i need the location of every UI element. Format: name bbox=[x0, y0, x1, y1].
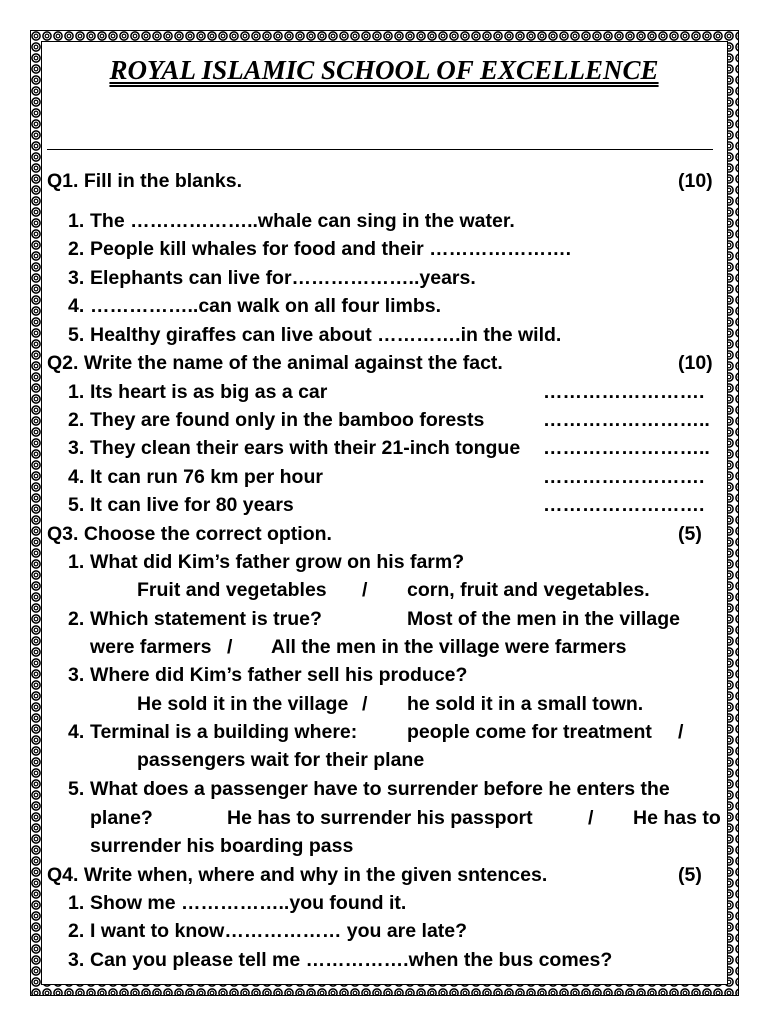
option-b: he sold it in a small town. bbox=[407, 693, 644, 715]
q1-heading bbox=[0, 167, 768, 195]
marks-label: (10) bbox=[678, 352, 713, 374]
answer-blank: ……………………. bbox=[543, 381, 705, 403]
item-text: ……………..can walk on all four limbs. bbox=[90, 295, 442, 317]
q3-item bbox=[0, 718, 768, 746]
q3-options bbox=[0, 633, 768, 661]
q1-item bbox=[0, 292, 768, 320]
q3-item bbox=[0, 661, 768, 689]
item-question: Which statement is true? bbox=[90, 608, 322, 630]
item-number: 2. bbox=[68, 238, 85, 260]
question-title: Q3. Choose the correct option. bbox=[47, 523, 332, 545]
q2-item bbox=[0, 434, 768, 462]
q1-item bbox=[0, 321, 768, 349]
q3-options bbox=[0, 746, 768, 774]
q2-item bbox=[0, 406, 768, 434]
name-line bbox=[47, 149, 713, 150]
q1-item bbox=[0, 207, 768, 235]
option-b: corn, fruit and vegetables. bbox=[407, 579, 650, 601]
option-b-continued: surrender his boarding pass bbox=[90, 835, 354, 857]
option-a: He sold it in the village bbox=[137, 693, 349, 715]
q2-heading bbox=[0, 349, 768, 377]
item-number: 4. bbox=[68, 721, 85, 743]
fact-text: Its heart is as big as a car bbox=[90, 381, 328, 403]
item-question: What does a passenger have to surrender before he enters the bbox=[90, 778, 670, 800]
q2-item bbox=[0, 491, 768, 519]
q3-options bbox=[0, 804, 768, 832]
item-text: Can you please tell me …………….when the bus comes? bbox=[90, 949, 613, 971]
q3-item bbox=[0, 548, 768, 576]
fact-text: It can run 76 km per hour bbox=[90, 466, 323, 488]
item-number: 2. bbox=[68, 608, 85, 630]
item-number: 5. bbox=[68, 324, 85, 346]
q1-item bbox=[0, 235, 768, 263]
item-number: 2. bbox=[68, 920, 85, 942]
item-number: 2. bbox=[68, 409, 85, 431]
item-question: Where did Kim’s father sell his produce? bbox=[90, 664, 468, 686]
option-a: Most of the men in the village bbox=[407, 608, 681, 630]
q3-item bbox=[0, 605, 768, 633]
question-title: Q1. Fill in the blanks. bbox=[47, 170, 243, 192]
option-b: All the men in the village were farmers bbox=[271, 636, 627, 658]
fact-text: They clean their ears with their 21-inch tongue bbox=[90, 437, 521, 459]
item-number: 5. bbox=[68, 494, 85, 516]
q3-options bbox=[0, 690, 768, 718]
item-number: 1. bbox=[68, 551, 85, 573]
item-text: The ………………..whale can sing in the water. bbox=[90, 210, 515, 232]
item-question-continued: plane? bbox=[90, 807, 153, 829]
item-number: 3. bbox=[68, 664, 85, 686]
item-number: 4. bbox=[68, 295, 85, 317]
q2-item bbox=[0, 463, 768, 491]
item-number: 1. bbox=[68, 381, 85, 403]
item-number: 1. bbox=[68, 210, 85, 232]
question-title: Q2. Write the name of the animal against the fact. bbox=[47, 352, 503, 374]
marks-label: (5) bbox=[678, 523, 702, 545]
q4-item bbox=[0, 917, 768, 945]
item-question: What did Kim’s father grow on his farm? bbox=[90, 551, 465, 573]
option-a-continued: were farmers bbox=[90, 636, 212, 658]
option-separator: / bbox=[362, 579, 368, 601]
option-separator: / bbox=[678, 721, 684, 743]
q4-item bbox=[0, 889, 768, 917]
option-separator: / bbox=[588, 807, 594, 829]
marks-label: (10) bbox=[678, 170, 713, 192]
item-number: 1. bbox=[68, 892, 85, 914]
q3-heading bbox=[0, 520, 768, 548]
option-b: He has to bbox=[633, 807, 721, 829]
fact-text: It can live for 80 years bbox=[90, 494, 294, 516]
item-text: Healthy giraffes can live about ………….in the wild. bbox=[90, 324, 562, 346]
q2-item bbox=[0, 378, 768, 406]
answer-blank: …………………….. bbox=[543, 437, 710, 459]
answer-blank: ……………………. bbox=[543, 494, 705, 516]
item-number: 3. bbox=[68, 267, 85, 289]
q4-heading bbox=[0, 861, 768, 889]
option-a: people come for treatment bbox=[407, 721, 652, 743]
item-number: 4. bbox=[68, 466, 85, 488]
q1-item bbox=[0, 264, 768, 292]
option-a: Fruit and vegetables bbox=[137, 579, 327, 601]
answer-blank: …………………….. bbox=[543, 409, 710, 431]
item-question: Terminal is a building where: bbox=[90, 721, 358, 743]
q4-item bbox=[0, 946, 768, 974]
item-text: Show me ……………..you found it. bbox=[90, 892, 407, 914]
school-name: ROYAL ISLAMIC SCHOOL OF EXCELLENCE bbox=[109, 55, 659, 85]
item-number: 3. bbox=[68, 437, 85, 459]
item-text: I want to know……………… you are late? bbox=[90, 920, 468, 942]
item-number: 3. bbox=[68, 949, 85, 971]
fact-text: They are found only in the bamboo forests bbox=[90, 409, 485, 431]
option-separator: / bbox=[362, 693, 368, 715]
item-text: Elephants can live for………………..years. bbox=[90, 267, 476, 289]
answer-blank: ……………………. bbox=[543, 466, 705, 488]
marks-label: (5) bbox=[678, 864, 702, 886]
option-separator: / bbox=[227, 636, 233, 658]
q3-options bbox=[0, 832, 768, 860]
q3-item bbox=[0, 775, 768, 803]
item-number: 5. bbox=[68, 778, 85, 800]
option-a: He has to surrender his passport bbox=[227, 807, 533, 829]
q3-options bbox=[0, 576, 768, 604]
question-title: Q4. Write when, where and why in the given sntences. bbox=[47, 864, 548, 886]
item-text: People kill whales for food and their …………………. bbox=[90, 238, 572, 260]
option-b: passengers wait for their plane bbox=[137, 749, 425, 771]
